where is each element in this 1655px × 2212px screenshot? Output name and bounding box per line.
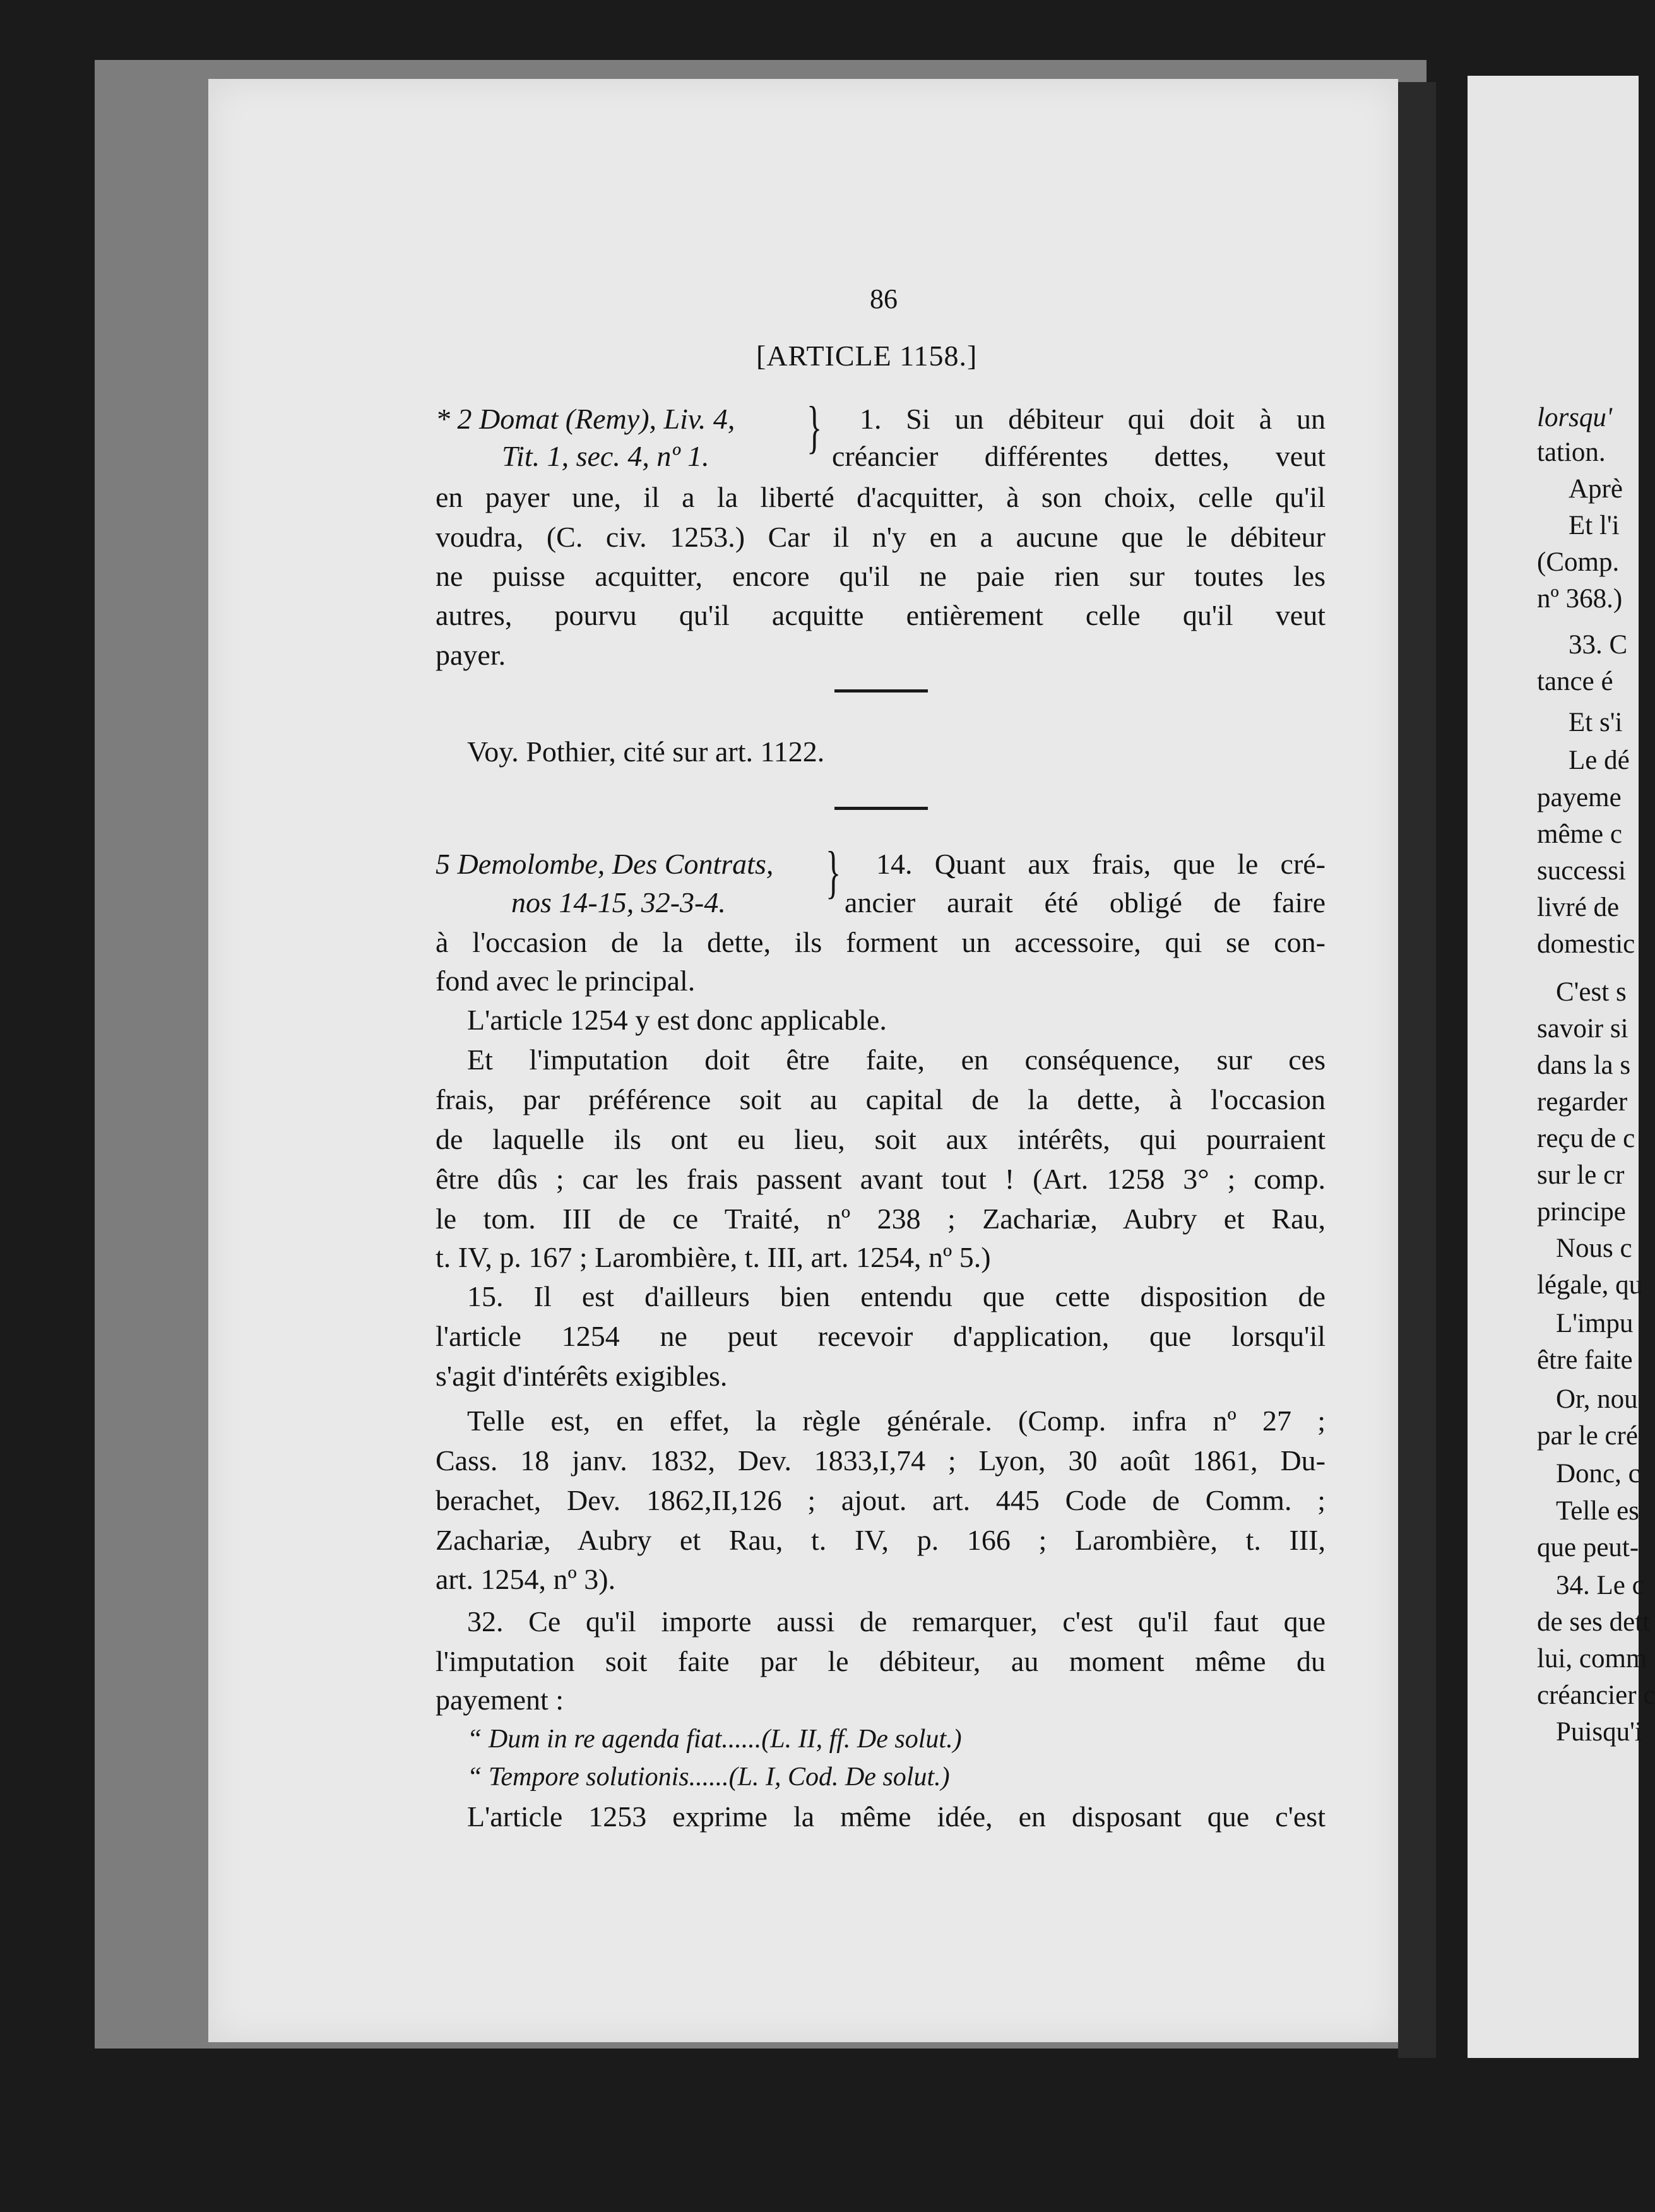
facing-line: Or, nou [1556,1384,1638,1414]
body-line: 1. Si un débiteur qui doit à un [860,403,1326,435]
body-line: ancier aurait été obligé de faire [845,886,1326,919]
brace-icon: } [825,840,841,904]
body-line: payer. [436,639,506,671]
body-line: autres, pourvu qu'il acquitte entièrement celle qu'il veut [436,599,1326,631]
facing-line: Telle es [1556,1496,1639,1526]
brace-icon: } [806,395,822,459]
body-line: berachet, Dev. 1862,II,126 ; ajout. art. 445 Code de Comm. ; [436,1484,1326,1516]
latin-quote: “ Tempore solutionis......(L. I, Cod. De solut.) [467,1763,950,1792]
page-number: 86 [870,283,898,314]
body-line: en payer une, il a la liberté d'acquitter, à son choix, celle qu'il [436,481,1326,513]
facing-line: domestic [1537,929,1635,959]
body-line: à l'occasion de la dette, ils forment un accessoire, qui se con- [436,926,1326,958]
body-line: 14. Quant aux frais, que le cré- [876,848,1326,880]
body-line: L'article 1253 exprime la même idée, en disposant que c'est [467,1800,1326,1833]
facing-line: livré de [1537,893,1620,922]
facing-line: que peut- [1537,1533,1639,1562]
body-line: t. IV, p. 167 ; Larombière, t. III, art. 1254, nº 5.) [436,1241,991,1273]
domat-reference: Tit. 1, sec. 4, nº 1. [502,440,709,472]
facing-line: lui, comm [1537,1644,1647,1674]
body-line: ne puisse acquitter, encore qu'il ne paie rien sur toutes les [436,560,1326,592]
body-line: 32. Ce qu'il importe aussi de remarquer, c'est qu'il faut que [467,1605,1326,1638]
body-line: de laquelle ils ont eu lieu, soit aux intérêts, qui pourraient [436,1123,1326,1155]
facing-line: légale, qu [1537,1270,1643,1300]
body-line: Telle est, en effet, la règle générale. (Comp. infra nº 27 ; [467,1405,1326,1437]
facing-line: principe [1537,1197,1626,1227]
facing-line: de ses dett [1537,1607,1651,1637]
facing-line: Et l'i [1569,511,1620,540]
body-line: payement : [436,1684,564,1716]
facing-line: Donc, c [1556,1459,1640,1489]
facing-line: sur le cr [1537,1160,1625,1190]
body-line: l'imputation soit faite par le débiteur, au moment même du [436,1645,1326,1677]
facing-line: créancier c [1537,1680,1655,1710]
section-divider [834,807,928,810]
facing-line: Le dé [1569,746,1630,775]
facing-line: 34. Le c [1556,1571,1644,1600]
facing-page [1468,76,1655,2058]
body-line: voudra, (C. civ. 1253.) Car il n'y en a aucune que le débiteur [436,521,1326,553]
facing-line: être faite [1537,1345,1633,1375]
facing-line: lorsqu' [1537,403,1613,432]
facing-line: Nous c [1556,1234,1632,1263]
body-line: s'agit d'intérêts exigibles. [436,1360,728,1392]
body-line: créancier différentes dettes, veut [832,440,1326,472]
section-divider [834,689,928,693]
body-line: Et l'imputation doit être faite, en conséquence, sur ces [467,1044,1326,1076]
facing-line: tation. [1537,437,1606,467]
facing-line: Aprè [1569,474,1623,504]
facing-line: même c [1537,819,1622,849]
facing-line: (Comp. [1537,547,1620,577]
facing-line: tance é [1537,667,1613,696]
demolombe-reference: nos 14-15, 32-3-4. [511,886,726,919]
facing-line: C'est s [1556,977,1627,1007]
facing-line: nº 368.) [1537,584,1623,614]
facing-line: successi [1537,856,1626,886]
facing-line: dans la s [1537,1050,1631,1080]
body-line: être dûs ; car les frais passent avant tout ! (Art. 1258 3° ; comp. [436,1163,1326,1195]
voy-reference: Voy. Pothier, cité sur art. 1122. [467,735,825,768]
domat-reference: * 2 Domat (Remy), Liv. 4, [436,403,735,435]
body-line: 15. Il est d'ailleurs bien entendu que cette disposition de [467,1280,1326,1312]
facing-line: par le cré [1537,1421,1638,1451]
facing-line: 33. C [1569,630,1628,660]
facing-line: Puisqu'i [1556,1717,1642,1747]
body-line: l'article 1254 ne peut recevoir d'application, que lorsqu'il [436,1320,1326,1352]
body-line: frais, par préférence soit au capital de la dette, à l'occasion [436,1083,1326,1115]
body-line: Cass. 18 janv. 1832, Dev. 1833,I,74 ; Lyon, 30 août 1861, Du- [436,1444,1326,1477]
body-line: fond avec le principal. [436,965,696,997]
book-gutter [1398,82,1436,2058]
body-line: Zachariæ, Aubry et Rau, t. IV, p. 166 ; Larombière, t. III, [436,1524,1326,1556]
body-line: art. 1254, nº 3). [436,1563,616,1595]
facing-line: reçu de c [1537,1124,1635,1153]
article-heading: [ARTICLE 1158.] [756,340,978,372]
body-line: L'article 1254 y est donc applicable. [467,1004,887,1036]
body-line: le tom. III de ce Traité, nº 238 ; Zachariæ, Aubry et Rau, [436,1203,1326,1235]
facing-line: L'impu [1556,1309,1634,1338]
facing-line: savoir si [1537,1014,1628,1044]
facing-line: payeme [1537,783,1622,812]
facing-line: regarder [1537,1087,1628,1117]
demolombe-reference: 5 Demolombe, Des Contrats, [436,848,774,880]
latin-quote: “ Dum in re agenda fiat......(L. II, ff. De solut.) [467,1725,962,1754]
facing-line: Et s'i [1569,708,1623,737]
